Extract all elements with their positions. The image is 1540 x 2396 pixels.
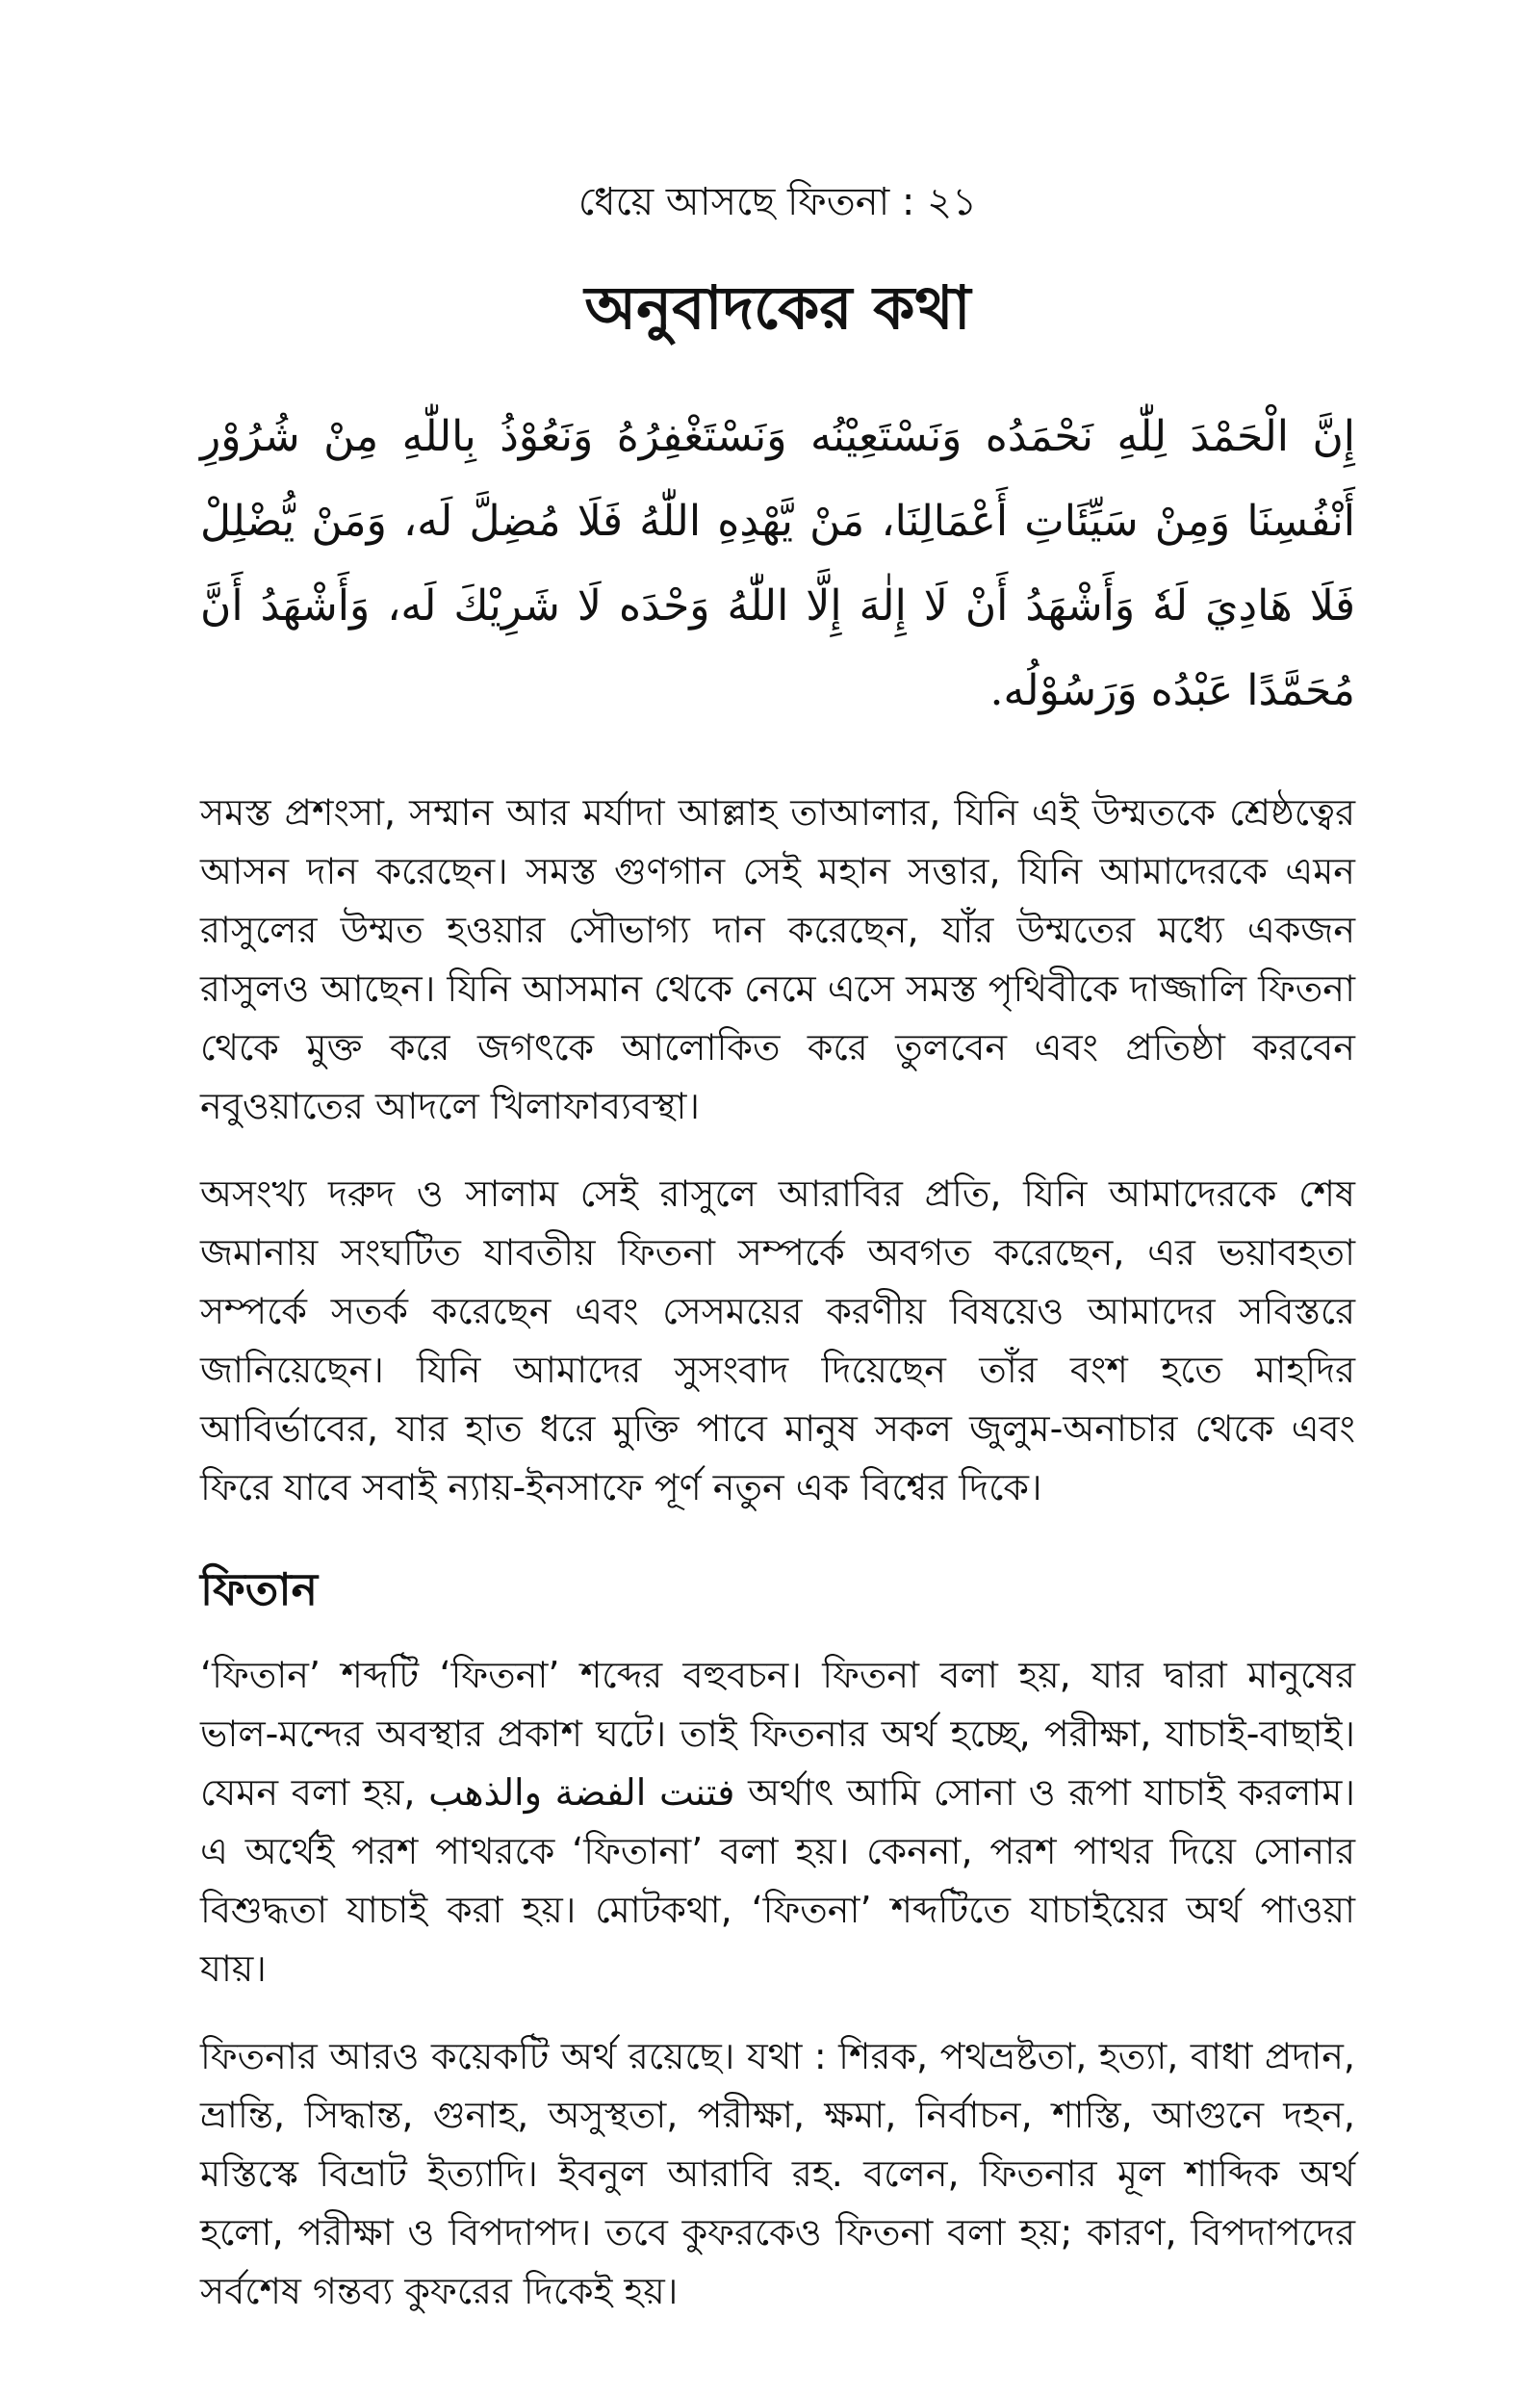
arabic-opening-dua: إِنَّ الْحَمْدَ لِلّٰهِ نَحْمَدُه وَنَسْتَعِيْنُه وَنَسْتَغْفِرُهُ وَنَعُوْذُ بِاللّٰهِ مِنْ شُرُوْرِ أَنْفُسِنَا وَمِنْ سَيِّئَاتِ أَعْمَالِنَا، مَنْ يَّهْدِهِ اللّٰهُ فَلَا مُضِلَّ لَه، وَمَنْ يُّضْلِلْ فَلَا هَادِيَ لَهٗ وَأَشْهَدُ أَنْ لَا إِلٰهَ إِلَّا اللّٰهُ وَحْدَه لَا شَرِيْكَ لَه، وَأَشْهَدُ أَنَّ مُحَمَّدًا عَبْدُه وَرَسُوْلُه. (200, 412, 1355, 715)
paragraph-fitan-definition-part1: ‘ফিতান’ শব্দটি ‘ফিতনা’ শব্দের বহুবচন। ফিতনা বলা হয়, যার দ্বারা মানুষের ভাল-মন্দের অবস্থার প্রকাশ ঘটে। তাই ফিতনার অর্থ হচ্ছে, পরীক্ষা, যাচাই-বাছাই। যেমন বলা হয়, (200, 1654, 1355, 1814)
section-heading-fitan: ফিতান (200, 1563, 319, 1615)
book-page (200, 173, 1355, 2350)
chapter-title: অনুবাদকের কথা (584, 272, 971, 343)
running-header: ধেয়ে আসছে ফিতনা : ২১ (578, 180, 978, 224)
paragraph-salutation: অসংখ্য দরুদ ও সালাম সেই রাসুলে আরাবির প্রতি, যিনি আমাদেরকে শেষ জমানায় সংঘটিত যাবতীয় ফিতনা সম্পর্কে অবগত করেছেন, এর ভয়াবহতা সম্পর্কে সতর্ক করেছেন এবং সেসময়ের করণীয় বিষয়েও আমাদের সবিস্তরে জানিয়েছেন। যিনি আমাদের সুসংবাদ দিয়েছেন তাঁর বংশ হতে মাহদির আবির্ভাবের, যার হাত ধরে মুক্তি পাবে মানুষ সকল জুলুম-অনাচার থেকে এবং ফিরে যাবে সবাই ন্যায়-ইনসাফে পূর্ণ নতুন এক বিশ্বের দিকে। (200, 1172, 1355, 1508)
paragraph-praise: সমস্ত প্রশংসা, সম্মান আর মর্যাদা আল্লাহ তাআলার, যিনি এই উম্মতকে শ্রেষ্ঠত্বের আসন দান করেছেন। সমস্ত গুণগান সেই মহান সত্তার, যিনি আমাদেরকে এমন রাসুলের উম্মত হওয়ার সৌভাগ্য দান করেছেন, যাঁর উম্মতের মধ্যে একজন রাসুলও আছেন। যিনি আসমান থেকে নেমে এসে সমস্ত পৃথিবীকে দাজ্জালি ফিতনা থেকে মুক্ত করে জগৎকে আলোকিত করে তুলবেন এবং প্রতিষ্ঠা করবেন নবুওয়াতের আদলে খিলাফাব্যবস্থা। (200, 791, 1355, 1127)
paragraph-fitan-definition-part2: অর্থাৎ আমি সোনা ও রূপা যাচাই করলাম। এ অর্থেই পরশ পাথরকে ‘ফিতানা’ বলা হয়। কেননা, পরশ পাথর দিয়ে সোনার বিশুদ্ধতা যাচাই করা হয়। মোটকথা, ‘ফিতনা’ শব্দটিতে যাচাইয়ের অর্থ পাওয়া যায়। (200, 1771, 1355, 1990)
arabic-inline-phrase: فتنت الفضة والذهب (428, 1771, 735, 1814)
paragraph-fitna-meanings: ফিতনার আরও কয়েকটি অর্থ রয়েছে। যথা : শিরক, পথভ্রষ্টতা, হত্যা, বাধা প্রদান, ভ্রান্তি, সিদ্ধান্ত, গুনাহ, অসুস্থতা, পরীক্ষা, ক্ষমা, নির্বাচন, শাস্তি, আগুনে দহন, মস্তিস্কে বিভ্রাট ইত্যাদি। ইবনুল আরাবি রহ. বলেন, ফিতনার মূল শাব্দিক অর্থ হলো, পরীক্ষা ও বিপদাপদ। তবে কুফরকেও ফিতনা বলা হয়; কারণ, বিপদাপদের সর্বশেষ গন্তব্য কুফরের দিকেই হয়। (200, 2035, 1355, 2312)
paragraph-fitan-definition (200, 1646, 1355, 1998)
